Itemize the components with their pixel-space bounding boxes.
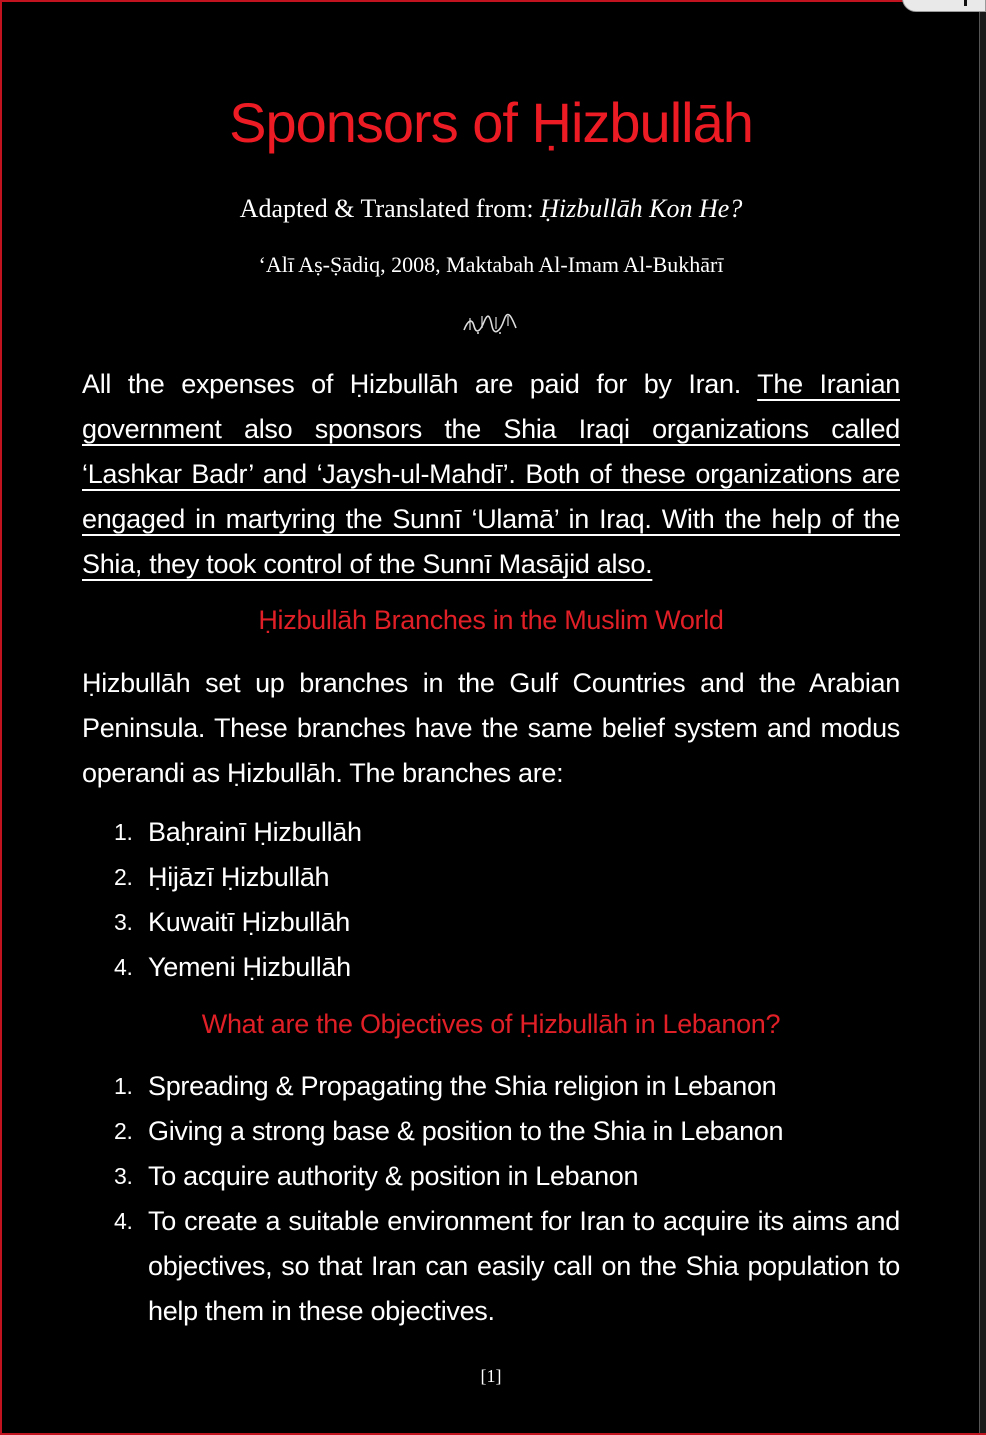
list-item: 4. Yemeni Ḥizbullāh (114, 952, 351, 982)
source-line (82, 194, 900, 224)
source-book-title: Ḥizbullāh Kon He? (540, 194, 743, 223)
list-item: 4. To create a suitable environment for Iran to acquire its aims and objectives, so that Iran can easily call on the Shia population to help them in these objectives. (114, 1206, 900, 1326)
branches-paragraph: Ḥizbullāh set up branches in the Gulf Countries and the Arabian Peninsula. These branches have the same belief system and modus operandi as Ḥizbullāh. The branches are: (82, 668, 900, 788)
page-title: Sponsors of Ḥizbullāh (229, 91, 753, 154)
bismillah-calligraphy-icon (460, 312, 520, 336)
section-heading-objectives: What are the Objectives of Ḥizbullāh in Lebanon? (201, 1009, 781, 1039)
list-item: 2. Ḥijāzī Ḥizbullāh (114, 862, 330, 892)
objectives-list (114, 1064, 900, 1334)
intro-plain-text: All the expenses of Ḥizbullāh are paid for by Iran. (82, 369, 758, 399)
branches-list (114, 810, 900, 990)
scroll-thumb[interactable] (902, 0, 986, 12)
list-item: 3. To acquire authority & position in Lebanon (114, 1161, 639, 1191)
list-item: 3. Kuwaitī Ḥizbullāh (114, 907, 351, 937)
section-heading-branches: Ḥizbullāh Branches in the Muslim World (258, 605, 724, 635)
source-prefix: Adapted & Translated from: (239, 194, 541, 223)
list-item: 2. Giving a strong base & position to the Shia in Lebanon (114, 1116, 784, 1146)
intro-paragraph (82, 362, 900, 587)
list-item: 1. Baḥrainī Ḥizbullāh (114, 817, 362, 847)
list-item: 1. Spreading & Propagating the Shia religion in Lebanon (114, 1071, 777, 1101)
author-line: ‘Alī Aṣ-Ṣādiq, 2008, Maktabah Al-Imam Al-Bukhārī (258, 252, 724, 277)
page-number: [1] (480, 1366, 502, 1386)
intro-underlined-text: The Iranian government also sponsors the Shia Iraqi organizations called ‘Lashkar Badr’ and ‘Jaysh-ul-Mahdī’. Both of these organizations are engaged in martyring the Sunnī ‘Ulamā’ in Iraq. With the help of the Shia, they took control of the Sunnī Masājid also. (82, 369, 900, 579)
